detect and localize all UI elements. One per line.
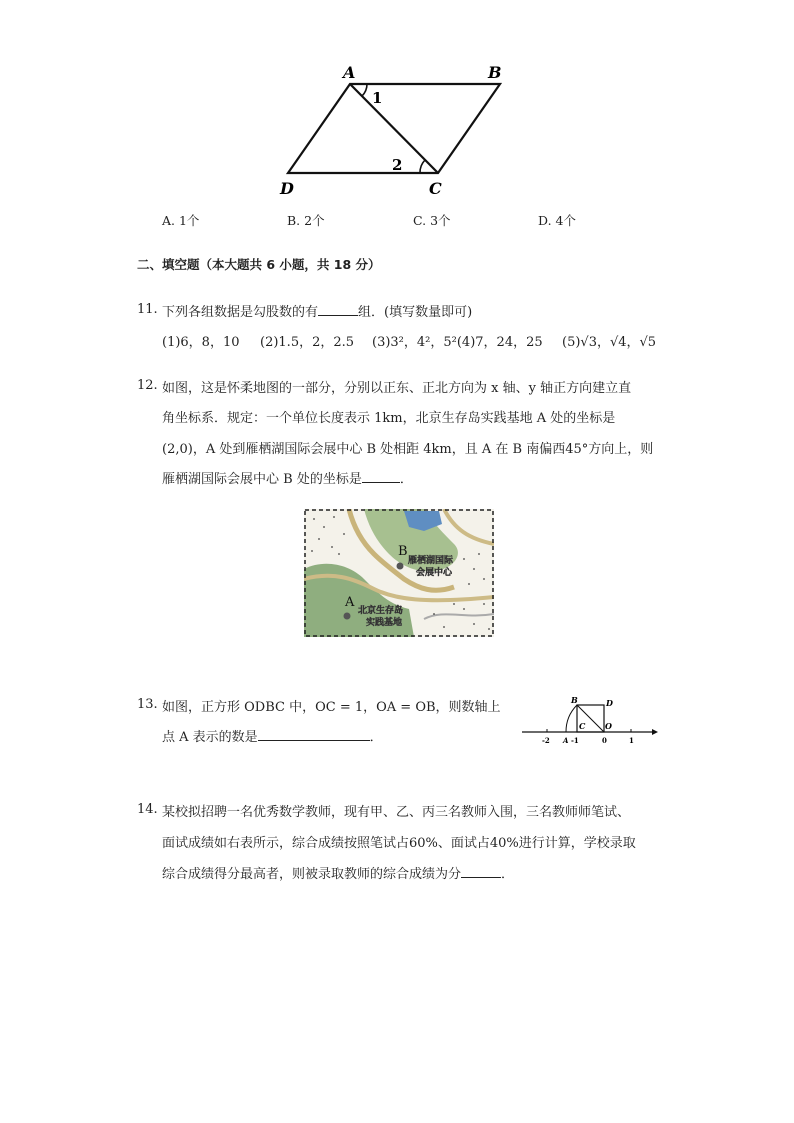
nl-tick-neg1: -1 (571, 736, 579, 745)
map-label-b: B (398, 544, 408, 559)
q11-number: 11. (137, 302, 158, 317)
q14-line-1: 某校拟招聘一名优秀数学教师，现有甲、乙、丙三名教师入围，三名教师师笔试、 (162, 805, 631, 820)
map-figure (304, 509, 494, 637)
map-label-a: A (345, 595, 355, 610)
q13-answer-blank[interactable] (258, 728, 370, 741)
q14-number: 14. (137, 802, 158, 817)
q11-text-before: 下列各组数据是勾股数的有 (162, 305, 319, 320)
number-line-figure (520, 690, 660, 750)
q12-end: ． (399, 472, 413, 487)
q10-option-a: A. 1个 (162, 213, 200, 228)
vertex-b-label: B (488, 63, 502, 82)
section-title: 二、填空题（本大题共 6 小题，共 18 分） (137, 257, 381, 272)
nl-tick-neg2: -2 (542, 736, 550, 745)
nl-label-o: O (605, 721, 612, 731)
q13-line-2-text: 点 A 表示的数是 (162, 730, 258, 745)
map-point-b-icon (397, 563, 404, 570)
nl-tick-0: 0 (602, 736, 607, 745)
map-place-a-line2: 实践基地 (366, 618, 403, 628)
q14-line-2: 面试成绩如右表所示，综合成绩按照笔试占60%、面试占40%进行计算，学校录取 (162, 836, 636, 851)
q12-answer-blank[interactable] (362, 470, 400, 483)
q12-line-4 (162, 468, 413, 487)
q12-line-1: 如图，这是怀柔地图的一部分，分别以正东、正北方向为 x 轴、y 轴正方向建立直 (162, 381, 632, 396)
q10-option-b: B. 2个 (287, 213, 325, 228)
q12-line-3: (2,0)，A 处到雁栖湖国际会展中心 B 处相距 4km，且 A 在 B 南偏西45°方向上，则 (162, 442, 654, 457)
map-point-a-icon (344, 613, 351, 620)
q11-stem (162, 301, 472, 320)
q10-option-c: C. 3个 (413, 213, 451, 228)
q11-answer-blank[interactable] (318, 303, 358, 316)
q13-number: 13. (137, 697, 158, 712)
q13-line-1: 如图，正方形 ODBC 中，OC = 1，OA = OB，则数轴上 (162, 700, 501, 715)
q14-line-3 (162, 863, 514, 882)
q12-number: 12. (137, 378, 158, 393)
nl-label-d: D (606, 698, 613, 708)
q13-end: ． (369, 730, 383, 745)
vertex-d-label: D (280, 179, 294, 198)
q12-line-4-text: 雁栖湖国际会展中心 B 处的坐标是 (162, 472, 362, 487)
map-place-b-line2: 会展中心 (416, 568, 453, 578)
q11-option-5: (5)√3，√4，√5 (562, 335, 657, 350)
q14-line-3-text: 综合成绩得分最高者，则被录取教师的综合成绩为分 (162, 867, 462, 882)
vertex-c-label: C (429, 179, 442, 198)
angle-2-label: 2 (392, 156, 403, 174)
angle-1-label: 1 (372, 89, 383, 107)
vertex-a-label: A (343, 63, 356, 82)
map-place-b-line1: 雁栖湖国际 (408, 556, 454, 566)
q12-line-2: 角坐标系．规定：一个单位长度表示 1km，北京生存岛实践基地 A 处的坐标是 (162, 411, 616, 426)
q10-option-d: D. 4个 (538, 213, 576, 228)
q13-line-2 (162, 726, 383, 745)
q14-answer-blank[interactable] (461, 865, 501, 878)
q11-option-2: (2)1.5，2，2.5 (260, 335, 355, 350)
nl-tick-1: 1 (629, 736, 634, 745)
nl-label-a: A (563, 736, 569, 745)
parallelogram-figure (270, 58, 520, 208)
q11-option-3-4: (3)3²，4²，5²(4)7，24，25 (372, 335, 543, 350)
nl-label-b: B (571, 695, 578, 705)
q14-end: ． (501, 867, 515, 882)
q11-text-after: 组．(填写数量即可) (358, 305, 473, 320)
nl-label-c: C (579, 721, 586, 731)
q11-option-1: (1)6，8，10 (162, 335, 240, 350)
map-place-a-line1: 北京生存岛 (358, 606, 404, 616)
